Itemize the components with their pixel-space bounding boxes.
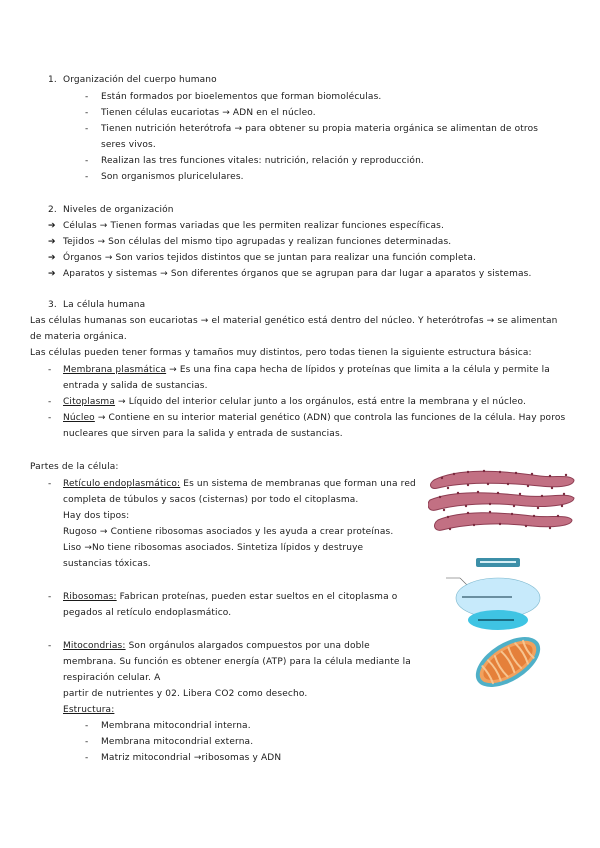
ribosome-diagram [440,556,560,632]
list-dash: - [48,592,52,602]
membrana-desc: → Es una fina capa hecha de lípidos y proteínas que limita a la célula y permite la [166,365,550,375]
list-item: Órganos → Son varios tejidos distintos que se juntan para realizar una función completa. [63,253,476,263]
list-dash: - [48,641,52,651]
nucleo-desc: → Contiene en su interior material genético (ADN) que controla las funciones de la célula. Hay poros [94,413,566,423]
list-dash: - [85,172,89,182]
reticulo-line: sustancias tóxicas. [63,559,151,569]
list-item-continuation: nucleares que sirven para la salida y entrada de sustancias. [63,429,343,439]
mito-line: partir de nutrientes y 02. Libera CO2 como desecho. [63,689,308,699]
list-item: Membrana mitocondrial interna. [101,721,251,731]
list-dash: - [85,124,89,134]
mito-line: respiración celular. A [63,673,161,683]
list-item: Tejidos → Son células del mismo tipo agrupadas y realizan funciones determinadas. [63,237,452,247]
mito-desc: Son orgánulos alargados compuestos por una doble [125,641,370,651]
paragraph-line: Las células humanas son eucariotas → el material genético está dentro del núcleo. Y heterótrofas → se alimentan [30,316,558,326]
section1-number: 1. [48,75,57,85]
ribosomas-desc: Fabrican proteínas, pueden estar sueltos en el citoplasma o [116,592,398,602]
term-reticulo: Retículo endoplasmático: [63,479,181,489]
reticulo-desc: Es un sistema de membranas que forman una red [180,479,416,489]
section3-title: La célula humana [63,300,146,310]
section2-number: 2. [48,205,57,215]
list-item: Son organismos pluricelulares. [101,172,244,182]
citoplasma-desc: → Líquido del interior celular junto a los orgánulos, está entre la membrana y el núcleo. [115,397,527,407]
list-dash: - [85,156,89,166]
list-item-continuation: pegados al retículo endoplasmático. [63,608,232,618]
list-item: Matriz mitocondrial →ribosomas y ADN [101,753,282,763]
membrana-item [63,364,550,376]
list-item: Aparatos y sistemas → Son diferentes órganos que se agrupan para dar lugar a aparatos y sistemas. [63,269,532,279]
list-item: Tienen células eucariotas → ADN en el núcleo. [101,108,316,118]
reticulo-item [63,478,416,490]
citoplasma-item [63,396,526,408]
list-item: Membrana mitocondrial externa. [101,737,254,747]
list-dash: - [85,721,89,731]
section3-number: 3. [48,300,57,310]
list-dash: - [48,365,52,375]
list-dash: - [85,108,89,118]
arrow-bullet-icon: ➔ [48,221,56,231]
list-item: Realizan las tres funciones vitales: nutrición, relación y reproducción. [101,156,424,166]
paragraph-line: de materia orgánica. [30,332,127,342]
reticulo-line: Liso →No tiene ribosomas asociados. Sintetiza lípidos y destruye [63,543,364,553]
reticulo-line: completa de túbulos y sacos (cisternas) por todo el citoplasma. [63,495,359,505]
section1-title: Organización del cuerpo humano [63,75,217,85]
reticulum-illustration [428,466,576,538]
list-item: Están formados por bioelementos que forman biomoléculas. [101,92,382,102]
list-dash: - [85,92,89,102]
term-mitocondrias: Mitocondrias: [63,641,126,651]
list-item: Células → Tienen formas variadas que les permiten realizar funciones específicas. [63,221,444,231]
list-dash: - [85,753,89,763]
paragraph-line: Las células pueden tener formas y tamaños muy distintos, pero todas tienen la siguiente estructura básica: [30,348,532,358]
arrow-bullet-icon: ➔ [48,253,56,263]
list-dash: - [48,397,52,407]
partes-heading: Partes de la célula: [30,462,119,472]
ribosomas-item [63,591,397,603]
term-ribosomas: Ribosomas: [63,592,117,602]
nucleo-item [63,412,565,424]
mito-item [63,640,370,652]
arrow-bullet-icon: ➔ [48,237,56,247]
reticulo-line: Rugoso → Contiene ribosomas asociados y les ayuda a crear proteínas. [63,527,394,537]
mitochondrion-illustration [468,634,548,690]
list-item-continuation: entrada y salida de sustancias. [63,381,208,391]
reticulo-line: Hay dos tipos: [63,511,130,521]
list-dash: - [85,737,89,747]
mito-line: membrana. Su función es obtener energía (ATP) para la célula mediante la [63,657,411,667]
estructura-label: Estructura: [63,705,115,715]
term-membrana: Membrana plasmática [63,365,167,375]
list-item-continuation: seres vivos. [101,140,156,150]
section2-title: Niveles de organización [63,205,174,215]
list-dash: - [48,479,52,489]
term-citoplasma: Citoplasma [63,397,116,407]
arrow-bullet-icon: ➔ [48,269,56,279]
list-item: Tienen nutrición heterótrofa → para obtener su propia materia orgánica se alimentan de otros [101,124,539,134]
term-nucleo: Núcleo [63,413,95,423]
list-dash: - [48,413,52,423]
